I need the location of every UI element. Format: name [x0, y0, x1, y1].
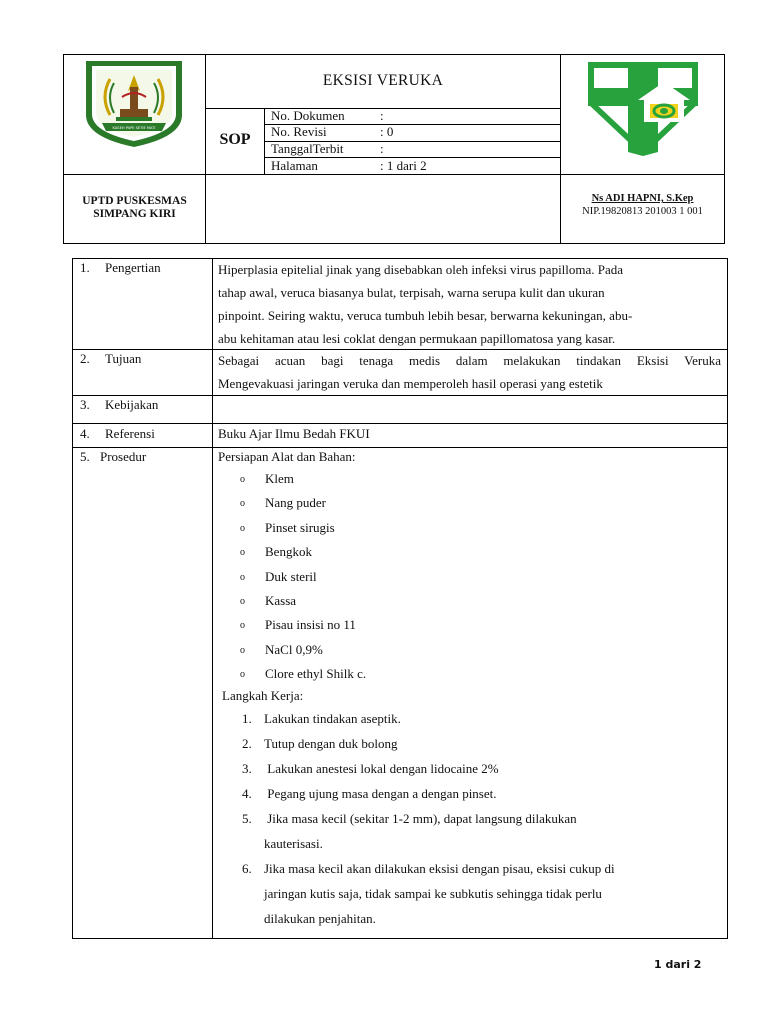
doc-field-label: TanggalTerbit — [271, 141, 344, 156]
row-number: 2. — [80, 351, 90, 366]
material-item: Pinset sirugis — [265, 520, 335, 535]
org-line-2: SIMPANG KIRI — [93, 208, 176, 220]
steps-heading: Langkah Kerja: — [222, 688, 304, 703]
page-number: 1 dari 2 — [654, 958, 702, 971]
bullet-marker: o — [240, 474, 245, 485]
step-text: jaringan kutis saja, tidak sampai ke subkutis sehingga tidak perlu — [264, 886, 602, 901]
row-number: 3. — [80, 397, 90, 412]
logo-banner-text: KASEH PAPE SETIE MATI — [112, 126, 156, 130]
doc-field-label: Halaman — [271, 158, 318, 173]
material-item: Bengkok — [265, 544, 312, 559]
step-text: dilakukan penjahitan. — [264, 911, 376, 926]
material-item: NaCl 0,9% — [265, 642, 323, 657]
material-item: Clore ethyl Shilk c. — [265, 666, 367, 681]
step-number: 4. — [242, 786, 252, 801]
step-text: Jika masa kecil akan dilakukan eksisi dengan pisau, eksisi cukup di — [264, 861, 615, 876]
prep-heading: Persiapan Alat dan Bahan: — [218, 449, 356, 464]
doc-field-value: : 1 dari 2 — [380, 158, 427, 173]
row-label-prosedur: Prosedur — [100, 449, 147, 464]
doc-field-value: : 0 — [380, 124, 394, 139]
bullet-marker: o — [240, 498, 245, 509]
text-line: pinpoint. Seiring waktu, veruca tumbuh lebih besar, berwarna kekuningan, abu- — [218, 308, 633, 323]
text-line: tahap awal, veruca biasanya bulat, terpisah, warna serupa kulit dan ukuran — [218, 285, 605, 300]
step-number: 6. — [242, 861, 252, 876]
regency-logo — [80, 57, 188, 149]
row-number: 5. — [80, 449, 90, 464]
organization-name — [64, 195, 205, 221]
step-text: Lakukan anestesi lokal dengan lidocaine 2% — [264, 761, 499, 776]
doc-field-value: : — [380, 141, 384, 156]
step-text: Lakukan tindakan aseptik. — [264, 711, 401, 726]
signatory-nip: NIP.19820813 201003 1 001 — [582, 206, 703, 217]
row-number: 1. — [80, 260, 90, 275]
text-line: Mengevakuasi jaringan veruka dan memperoleh hasil operasi yang estetik — [218, 376, 603, 391]
org-line-1: UPTD PUSKESMAS — [82, 195, 187, 207]
row-label-tujuan: Tujuan — [105, 351, 142, 366]
step-text: Jika masa kecil (sekitar 1-2 mm), dapat langsung dilakukan — [264, 811, 577, 826]
row-number: 4. — [80, 426, 90, 441]
pengertian-text — [218, 258, 721, 350]
bullet-marker: o — [240, 620, 245, 631]
tujuan-text — [218, 349, 721, 395]
doc-field-label: No. Dokumen — [271, 108, 345, 123]
step-number: 1. — [242, 711, 252, 726]
step-text: kauterisasi. — [264, 836, 323, 851]
bullet-marker: o — [240, 547, 245, 558]
sop-label: SOP — [219, 131, 251, 148]
text-line: abu kehitaman atau lesi coklat dengan permukaan papillomatosa yang kasar. — [218, 331, 616, 346]
referensi-text: Buku Ajar Ilmu Bedah FKUI — [218, 426, 370, 441]
material-item: Nang puder — [265, 495, 327, 510]
bullet-marker: o — [240, 669, 245, 680]
step-number: 3. — [242, 761, 252, 776]
signatory-name: Ns ADI HAPNI, S.Kep — [591, 193, 694, 204]
row-label-referensi: Referensi — [105, 426, 155, 441]
bullet-marker: o — [240, 645, 245, 656]
doc-field-label: No. Revisi — [271, 124, 327, 139]
step-text: Tutup dengan duk bolong — [264, 736, 398, 751]
puskesmas-logo — [584, 54, 702, 160]
text-line: Hiperplasia epitelial jinak yang disebabkan oleh infeksi virus papilloma. Pada — [218, 262, 624, 277]
material-item: Duk steril — [265, 569, 317, 584]
doc-field-value: : — [380, 108, 384, 123]
bullet-marker: o — [240, 523, 245, 534]
material-item: Kassa — [265, 593, 297, 608]
step-number: 5. — [242, 811, 252, 826]
bullet-marker: o — [240, 596, 245, 607]
step-text: Pegang ujung masa dengan a dengan pinset. — [264, 786, 497, 801]
text-line: Sebagai acuan bagi tenaga medis dalam melakukan tindakan Eksisi Veruka — [218, 353, 721, 368]
bullet-marker: o — [240, 572, 245, 583]
material-item: Klem — [265, 471, 294, 486]
row-label-pengertian: Pengertian — [105, 260, 161, 275]
document-title: EKSISI VERUKA — [322, 72, 444, 89]
material-item: Pisau insisi no 11 — [265, 617, 356, 632]
step-number: 2. — [242, 736, 252, 751]
row-label-kebijakan: Kebijakan — [105, 397, 159, 412]
